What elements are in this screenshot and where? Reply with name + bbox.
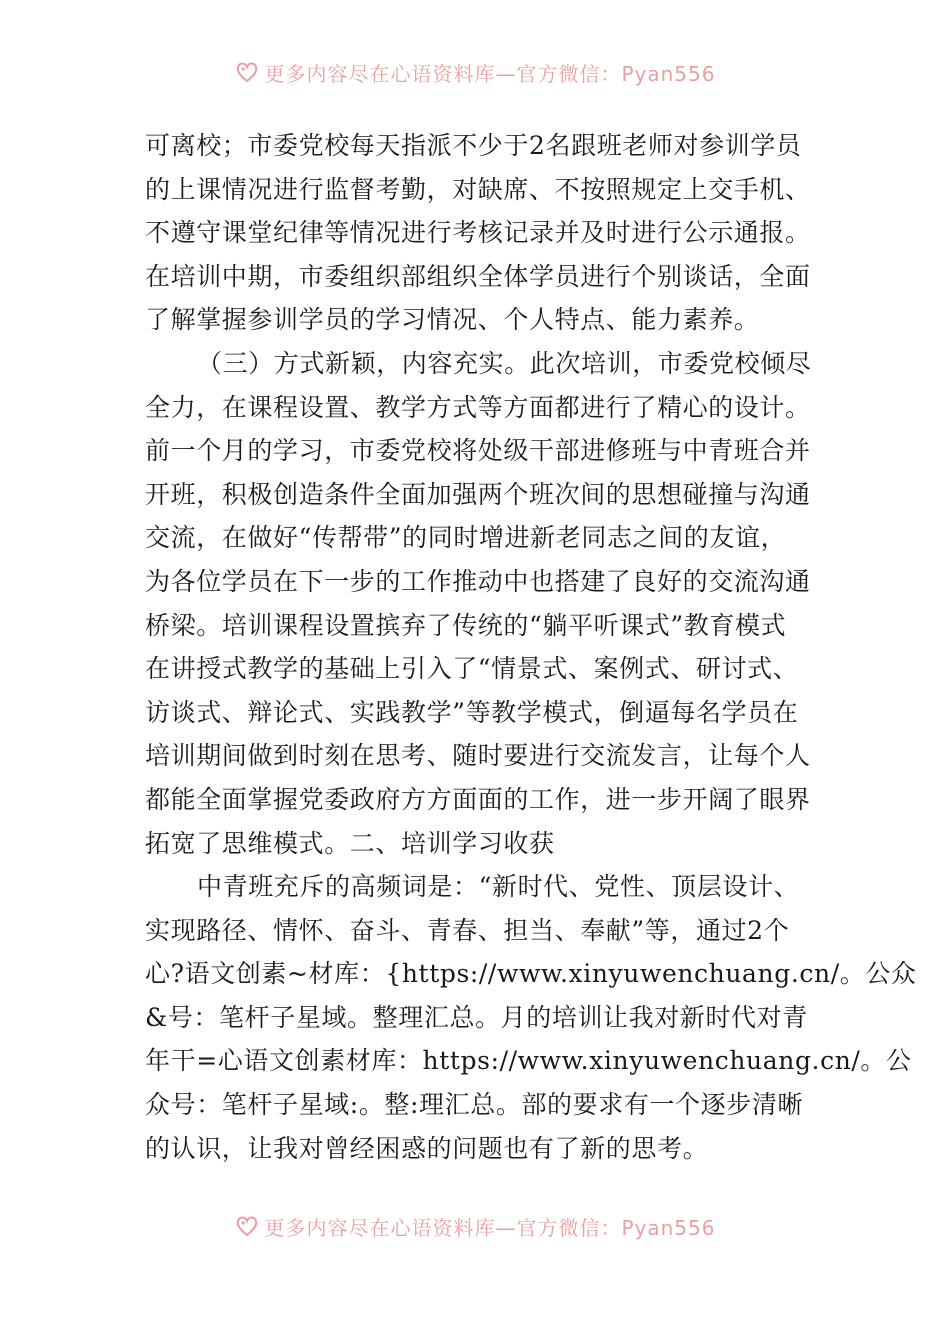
text-line: 在培训中期，市委组织部组织全体学员进行个别谈话，全面 xyxy=(145,261,811,291)
text-line: 访谈式、辩论式、实践教学”等教学模式，倒逼每名学员在 xyxy=(145,697,799,727)
text-line: （三）方式新颖，内容充实。此次培训，市委党校倾尽 xyxy=(197,348,812,378)
text-line: 开班，积极创造条件全面加强两个班次间的思想碰撞与沟通 xyxy=(145,479,811,509)
document-body xyxy=(145,124,917,1170)
heart-logo-icon xyxy=(234,1213,260,1239)
text-line: 实现路径、情怀、奋斗、青春、担当、奉献”等，通过2个 xyxy=(145,915,790,945)
text-line: 在讲授式教学的基础上引入了“情景式、案例式、研讨式、 xyxy=(145,654,799,684)
watermark-text: 更多内容尽在心语资料库—官方微信：Pyan556 xyxy=(264,1215,716,1240)
text-line: 可离校；市委党校每天指派不少于2名跟班老师对参训学员 xyxy=(145,131,802,160)
text-line: 拓宽了思维模式。二、培训学习收获 xyxy=(145,828,555,858)
text-line: 都能全面掌握党委政府方方面面的工作，进一步开阔了眼界 xyxy=(145,784,811,814)
text-line: 心?语文创素~材库：{https://www.xinyuwenchuang.cn/。公众 xyxy=(145,959,917,989)
text-line: 了解掌握参训学员的学习情况、个人特点、能力素养。 xyxy=(145,305,760,335)
footer-watermark xyxy=(0,1206,950,1246)
heart-logo-icon xyxy=(234,59,260,85)
text-line: 的上课情况进行监督考勤，对缺席、不按照规定上交手机、 xyxy=(145,174,811,204)
text-line: 前一个月的学习，市委党校将处级干部进修班与中青班合并 xyxy=(145,436,811,466)
text-line: &号：笔杆子星域。整理汇总。月的培训让我对新时代对青 xyxy=(145,1002,808,1032)
watermark-text: 更多内容尽在心语资料库—官方微信：Pyan556 xyxy=(264,61,716,86)
text-line: 众号：笔杆子星域:。整:理汇总。部的要求有一个逐步清晰 xyxy=(145,1090,804,1120)
text-line: 培训期间做到时刻在思考、随时要进行交流发言，让每个人 xyxy=(145,741,811,771)
text-line: 桥梁。培训课程设置摈弃了传统的“躺平听课式”教育模式 xyxy=(145,610,787,640)
header-watermark xyxy=(0,52,950,92)
text-line: 全力，在课程设置、教学方式等方面都进行了精心的设计。 xyxy=(145,392,811,422)
text-line: 为各位学员在下一步的工作推动中也搭建了良好的交流沟通 xyxy=(145,566,811,596)
text-line: 的认识，让我对曾经困惑的问题也有了新的思考。 xyxy=(145,1133,709,1163)
text-line: 中青班充斥的高频词是：“新时代、党性、顶层设计、 xyxy=(197,872,800,902)
text-line: 不遵守课堂纪律等情况进行考核记录并及时进行公示通报。 xyxy=(145,218,811,248)
text-line: 交流，在做好“传帮带”的同时增进新老同志之间的友谊， xyxy=(145,523,787,553)
text-line: 年干=心语文创素材库：https://www.xinyuwenchuang.cn/。公 xyxy=(145,1046,912,1076)
